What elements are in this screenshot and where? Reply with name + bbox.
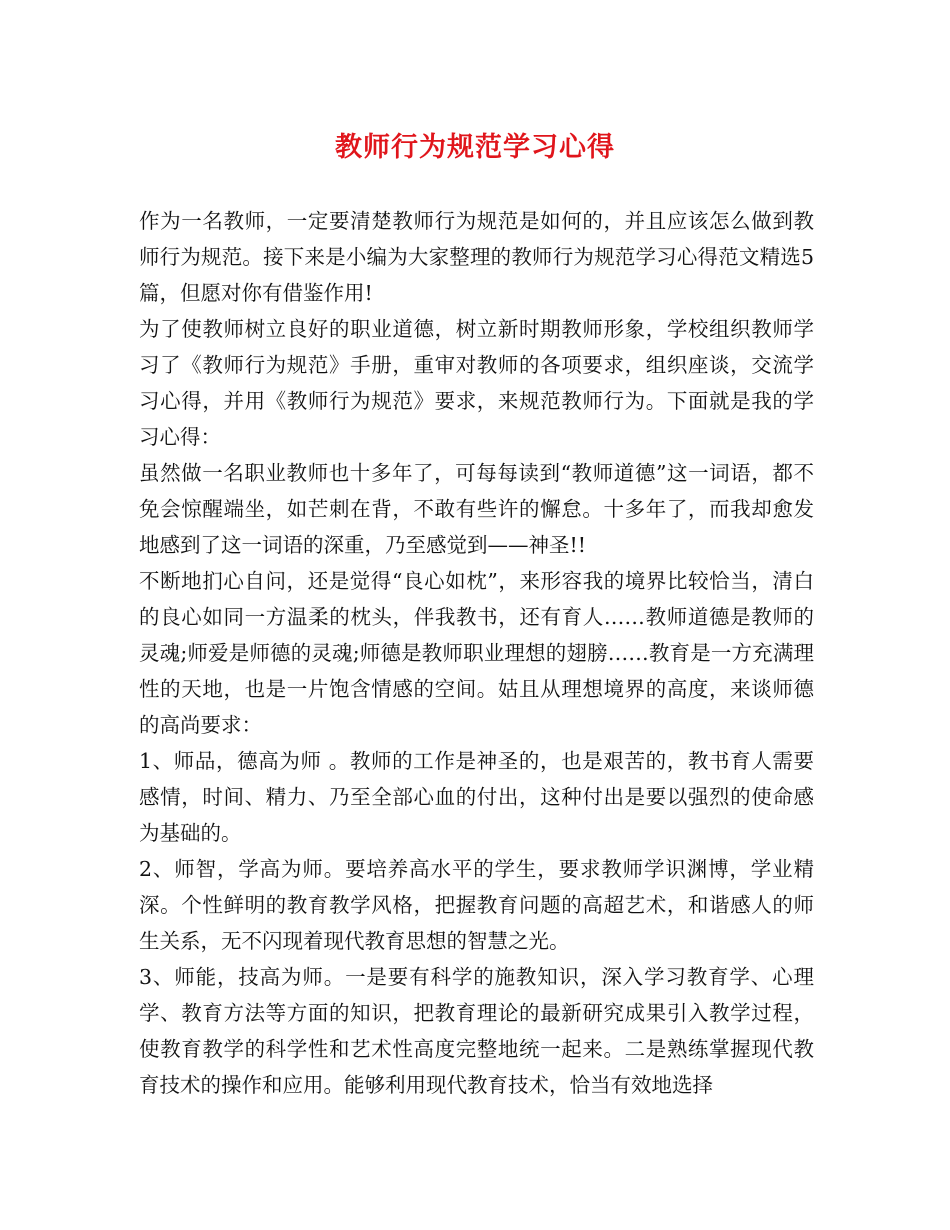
paragraph: 不断地扪心自问，还是觉得“良心如枕”，来形容我的境界比较恰当，清白的良心如同一方温柔的枕头，伴我教书，还有育人……教师道德是教师的灵魂;师爱是师德的灵魂;师德是教师职业理想的翅膀……教育是一方充满理性的天地，也是一片饱含情感的空间。姑且从理想境界的高度，来谈师德的高尚要求： [139,569,814,737]
document-body [139,203,814,1103]
paragraph: 为了使教师树立良好的职业道德，树立新时期教师形象，学校组织教师学习了《教师行为规范》手册，重审对教师的各项要求，组织座谈，交流学习心得，并用《教师行为规范》要求，来规范教师行为。下面就是我的学习心得： [139,317,814,449]
paragraph: 虽然做一名职业教师也十多年了，可每每读到“教师道德”这一词语，都不免会惊醒端坐，如芒刺在背，不敢有些许的懈怠。十多年了，而我却愈发地感到了这一词语的深重，乃至感觉到——神圣!! [139,461,814,557]
paragraph: 2、师智，学高为师。要培养高水平的学生，要求教师学识渊博，学业精深。个性鲜明的教育教学风格，把握教育问题的高超艺术，和谐感人的师生关系，无不闪现着现代教育思想的智慧之光。 [139,857,814,953]
paragraph: 3、师能，技高为师。一是要有科学的施教知识，深入学习教育学、心理学、教育方法等方面的知识，把教育理论的最新研究成果引入教学过程，使教育教学的科学性和艺术性高度完整地统一起来。二是熟练掌握现代教育技术的操作和应用。能够利用现代教育技术，恰当有效地选择 [139,965,814,1097]
paragraph: 1、师品，德高为师 。教师的工作是神圣的，也是艰苦的，教书育人需要感情，时间、精力、乃至全部心血的付出，这种付出是要以强烈的使命感为基础的。 [139,749,814,845]
paragraph: 作为一名教师，一定要清楚教师行为规范是如何的，并且应该怎么做到教师行为规范。接下来是小编为大家整理的教师行为规范学习心得范文精选5篇，但愿对你有借鉴作用! [139,209,814,305]
document-title: 教师行为规范学习心得 [335,132,615,163]
